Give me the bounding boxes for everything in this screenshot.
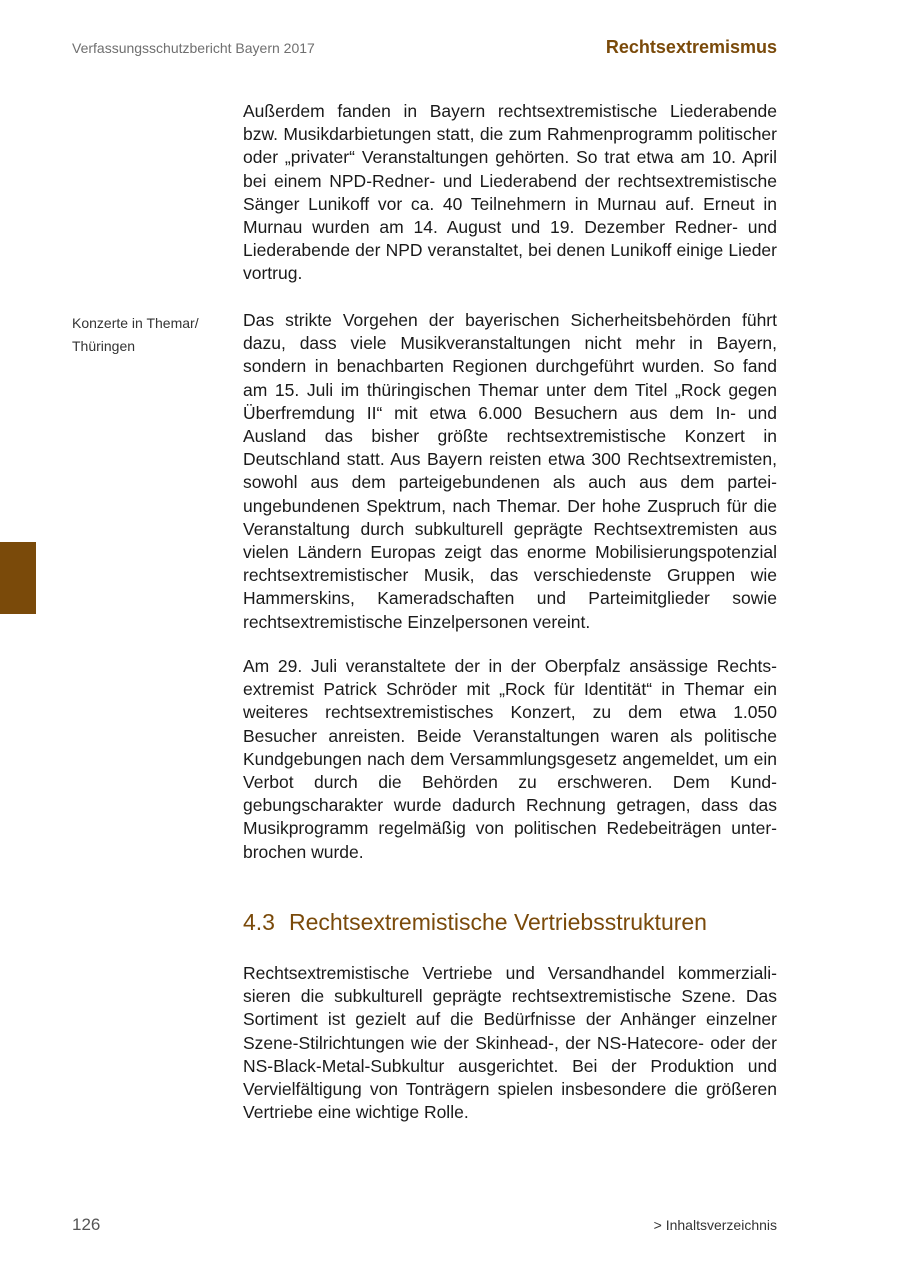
margin-note (72, 312, 222, 358)
body-paragraph: Rechtsextremistische Vertriebe und Versandhandel kommerzialisieren die subkulturell geprägte rechtsextremistische Szene. Das Sortiment ist gezielt auf die Bedürfnisse der Anhänger einzelner Szene-Stilrichtungen wie der Skinhead-, der NS-Hatecore- oder der NS-Black-Metal-Subkultur ausgerichtet. Bei der Produktion und Vervielfältigung von Tonträgern spielen insbesondere die größeren Vertriebe eine wichtige Rolle. (243, 963, 777, 1123)
table-of-contents-link[interactable]: > Inhaltsverzeichnis (653, 1217, 777, 1233)
section-heading (243, 909, 707, 936)
chapter-title: Rechtsextremismus (605, 37, 777, 57)
body-paragraph: Am 29. Juli veranstaltete der in der Oberpfalz ansässige Rechtsextremist Patrick Schröder mit „Rock für Identität“ in Themar ein weiteres rechtsextremistisches Konzert, zu dem etwa 1.050 Besucher anreisten. Beide Veranstaltungen waren als politische Kundgebungen nach dem Versammlungsgesetz angemeldet, um ein Verbot durch die Behörden zu erschweren. Dem Kundgebungscharakter wurde dadurch Rechnung getragen, dass das Musikprogramm regelmäßig von politischen Redebeiträgen unterbrochen wurde. (243, 656, 777, 862)
margin-note-line: Konzerte in Themar/ (72, 315, 199, 331)
chapter-side-tab (0, 542, 36, 614)
section-title: Rechtsextremistische Vertriebsstrukturen (288, 909, 707, 935)
section-number: 4.3 (243, 909, 275, 935)
body-paragraph: Außerdem fanden in Bayern rechtsextremistische Liederabende bzw. Musikdarbietungen statt, die zum Rahmenprogramm politischer oder „privater“ Veranstaltungen gehörten. So trat etwa am 10. April bei einem NPD-Redner- und Liederabend der rechtsextremistische Sänger Lunikoff vor ca. 40 Teilnehmern in Murnau auf. Erneut in Murnau wurden am 14. August und 19. Dezember Redner- und Liederabende der NPD veranstaltet, bei denen Lunikoff einige Lieder vortrug. (243, 101, 777, 284)
margin-note-line: Thüringen (72, 338, 136, 354)
running-header-title: Verfassungsschutzbericht Bayern 2017 (72, 40, 315, 56)
page-number: 126 (72, 1215, 101, 1234)
body-paragraph: Das strikte Vorgehen der bayerischen Sicherheitsbehörden führt dazu, dass viele Musikveranstaltungen nicht mehr in Bayern, sondern in benachbarten Regionen durchgeführt wurden. So fand am 15. Juli im thüringischen Themar unter dem Titel „Rock gegen Überfremdung II“ mit etwa 6.000 Besuchern aus dem In- und Ausland das bisher größte rechtsextremistische Konzert in Deutschland statt. Aus Bayern reisten etwa 300 Rechtsextremisten, sowohl aus dem parteigebundenen als auch aus dem parteiungebundenen Spektrum, nach Themar. Der hohe Zuspruch für die Veranstaltung durch subkulturell geprägte Rechtsextremisten aus vielen Ländern Europas zeigt das enorme Mobilisierungspotenzial rechtsextremistischer Musik, das verschiedenste Gruppen wie Hammerskins, Kameradschaften und Parteimitglieder sowie rechtsextremistische Einzelpersonen vereint. (243, 310, 777, 632)
